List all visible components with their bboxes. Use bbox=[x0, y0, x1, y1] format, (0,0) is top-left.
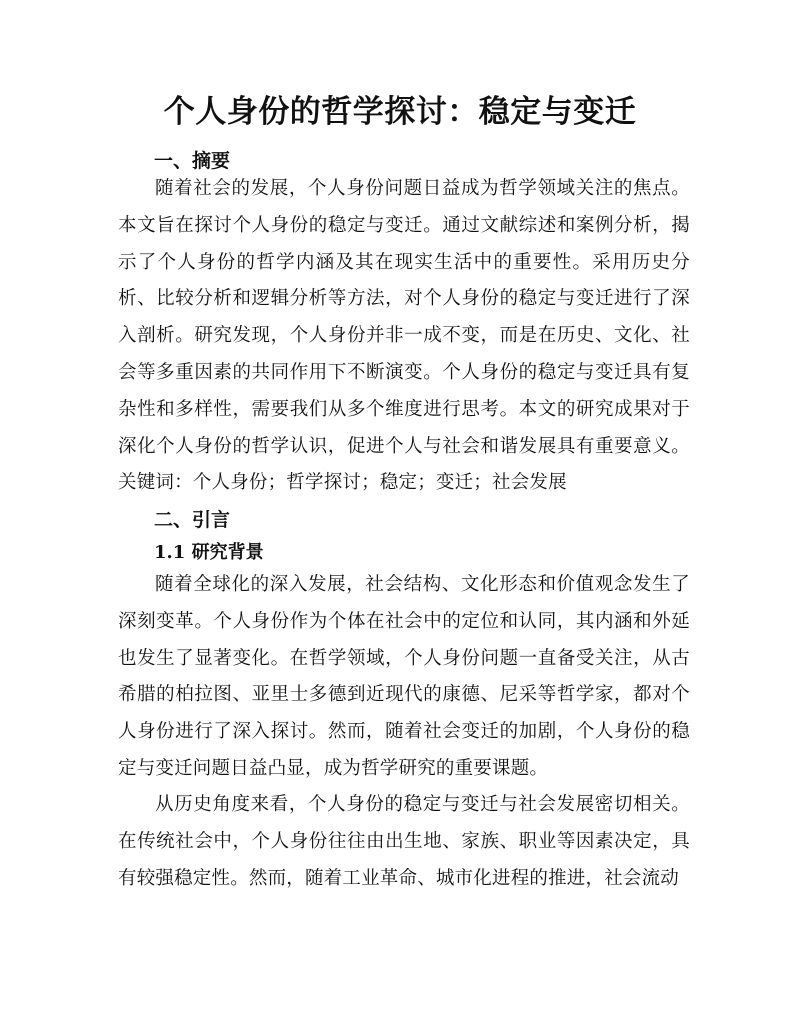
abstract-paragraph: 随着社会的发展，个人身份问题日益成为哲学领域关注的焦点。本文旨在探讨个人身份的稳定与变迁。通过文献综述和案例分析，揭示了个人身份的哲学内涵及其在现实生活中的重要性。采用历史分析、比较分析和逻辑分析等方法，对个人身份的稳定与变迁进行了深入剖析。研究发现，个人身份并非一成不变，而是在历史、文化、社会等多重因素的共同作用下不断演变。个人身份的稳定与变迁具有复杂性和多样性，需要我们从多个维度进行思考。本文的研究成果对于深化个人身份的哲学认识，促进个人与社会和谐发展具有重要意义。关键词：个人身份；哲学探讨；稳定；变迁；社会发展 bbox=[118, 178, 690, 494]
document-title: 个人身份的哲学探讨：稳定与变迁 bbox=[163, 94, 637, 130]
section-heading-abstract: 一、摘要 bbox=[154, 150, 231, 172]
background-paragraph-2: 从历史角度来看，个人身份的稳定与变迁与社会发展密切相关。在传统社会中，个人身份往往由出生地、家族、职业等因素决定，具有较强稳定性。然而，随着工业革命、城市化进程的推进，社会流动 bbox=[118, 794, 690, 889]
background-paragraph-1: 随着全球化的深入发展，社会结构、文化形态和价值观念发生了深刻变革。个人身份作为个体在社会中的定位和认同，其内涵和外延也发生了显著变化。在哲学领域，个人身份问题一直备受关注，从古希腊的柏拉图、亚里士多德到近现代的康德、尼采等哲学家，都对个人身份进行了深入探讨。然而，随着社会变迁的加剧，个人身份的稳定与变迁问题日益凸显，成为哲学研究的重要课题。 bbox=[118, 574, 690, 779]
section-heading-introduction: 二、引言 bbox=[154, 509, 231, 531]
subsection-heading-background: 1.1 研究背景 bbox=[154, 542, 264, 563]
